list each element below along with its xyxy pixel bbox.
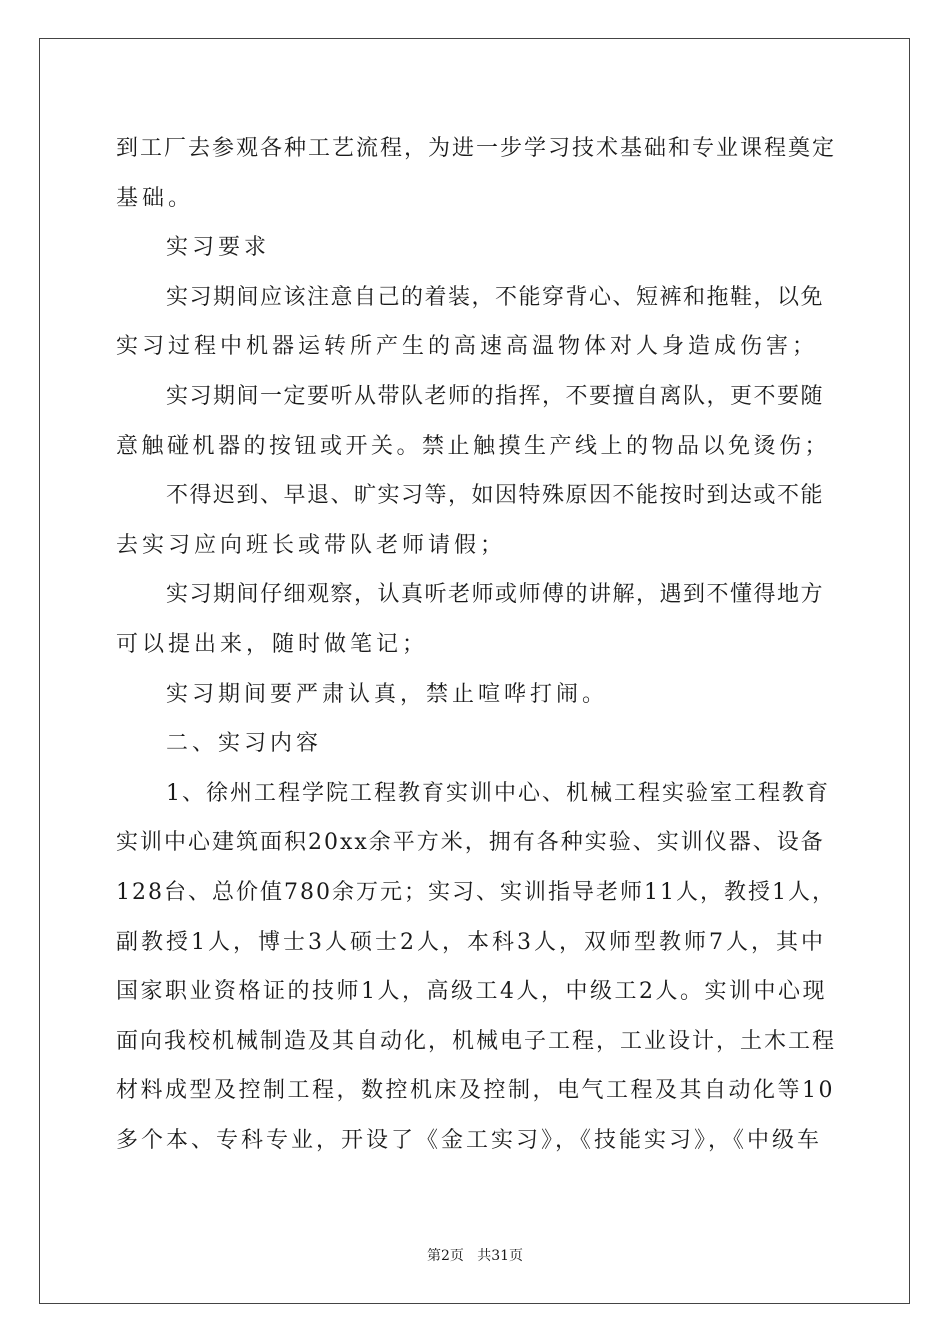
text-line: 面向我校机械制造及其自动化，机械电子工程，工业设计，土木工程 [116,1028,837,1054]
text-line: 实习期间应该注意自己的着装，不能穿背心、短裤和拖鞋，以免 [166,284,825,310]
text-line: 实习期间仔细观察，认真听老师或师傅的讲解，遇到不懂得地方 [166,582,825,608]
page-number-footer: 第2页 共31页 [426,1248,524,1264]
text-line: 国家职业资格证的技师1人，高级工4人，中级工2人。实训中心现 [116,979,827,1005]
text-line: 意触碰机器的按钮或开关。禁止触摸生产线上的物品以免烫伤； [116,433,831,459]
text-line: 多个本、专科专业，开设了《金工实习》，《技能实习》，《中级车 [116,1127,823,1153]
text-line: 可以提出来，随时做笔记； [116,631,429,657]
document-body [116,124,836,1165]
text-line: 副教授1人，博士3人硕士2人，本科3人，双师型教师7人，其中 [116,929,826,955]
text-line: 不得迟到、早退、旷实习等，如因特殊原因不能按时到达或不能 [166,483,825,509]
text-line: 二、实习内容 [166,731,323,757]
text-line: 实习期间要严肃认真，禁止喧哗打闹。 [166,681,609,707]
text-line: 实训中心建筑面积20xx余平方米，拥有各种实验、实训仪器、设备 [116,830,825,856]
text-line: 实习期间一定要听从带队老师的指挥，不要擅自离队，更不要随 [166,383,825,409]
text-line: 基础。 [116,185,195,211]
text-line: 1、徐州工程学院工程教育实训中心、机械工程实验室工程教育 [166,780,830,806]
text-line: 实习要求 [166,235,271,261]
text-line: 到工厂去参观各种工艺流程，为进一步学习技术基础和专业课程奠定 [116,136,837,161]
text-line: 128台、总价值780余万元；实习、实训指导老师11人，教授1人， [116,879,836,905]
text-line: 去实习应向班长或带队老师请假； [116,532,507,558]
text-line: 材料成型及控制工程，数控机床及控制，电气工程及其自动化等10 [116,1078,835,1104]
text-line: 实习过程中机器运转所产生的高速高温物体对人身造成伤害； [116,334,819,360]
